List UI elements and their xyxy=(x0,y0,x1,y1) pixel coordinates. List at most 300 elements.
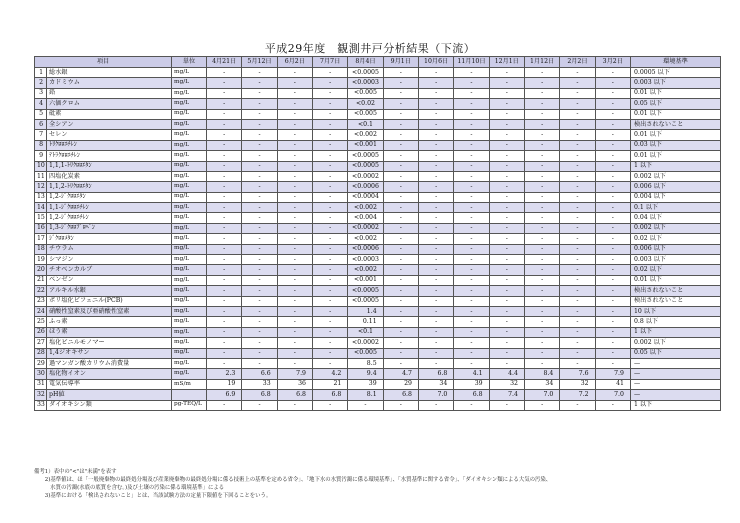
row-value: - xyxy=(560,400,595,410)
row-value: - xyxy=(418,68,453,78)
row-value: - xyxy=(312,223,347,233)
row-value: - xyxy=(312,130,347,140)
row-value: - xyxy=(560,109,595,119)
row-value: - xyxy=(489,130,524,140)
row-unit: mg/L xyxy=(172,369,207,379)
row-number: 16 xyxy=(35,223,47,233)
row-value: - xyxy=(524,182,559,192)
row-value: - xyxy=(595,327,630,337)
row-item-name: チウラム xyxy=(47,244,172,254)
row-item-name: 四塩化炭素 xyxy=(47,171,172,181)
row-standard: 1 以下 xyxy=(630,161,720,171)
row-value: - xyxy=(312,99,347,109)
row-value: - xyxy=(489,327,524,337)
row-value: <0.002 xyxy=(348,203,383,213)
row-number: 15 xyxy=(35,213,47,223)
row-value: - xyxy=(489,213,524,223)
row-standard: 検出されないこと xyxy=(630,296,720,306)
row-value: - xyxy=(595,161,630,171)
header-date: 9月1日 xyxy=(383,57,418,68)
row-value: - xyxy=(524,223,559,233)
row-standard: 0.02 以下 xyxy=(630,234,720,244)
row-number: 2 xyxy=(35,78,47,88)
header-unit: 単位 xyxy=(172,57,207,68)
row-value: - xyxy=(207,327,242,337)
header-date: 8月4日 xyxy=(348,57,383,68)
row-value: - xyxy=(312,317,347,327)
row-value: - xyxy=(418,234,453,244)
row-standard: 0.01 以下 xyxy=(630,151,720,161)
row-value: - xyxy=(242,213,277,223)
header-date: 10月6日 xyxy=(418,57,453,68)
row-value: 6.8 xyxy=(383,390,418,400)
row-number: 12 xyxy=(35,182,47,192)
row-standard: 0.003 以下 xyxy=(630,255,720,265)
row-value: - xyxy=(418,327,453,337)
row-value: - xyxy=(595,203,630,213)
row-value: - xyxy=(454,171,489,181)
row-value: - xyxy=(418,119,453,129)
row-value: - xyxy=(454,119,489,129)
row-value: <0.0005 xyxy=(348,68,383,78)
row-standard: 0.05 以下 xyxy=(630,348,720,358)
row-value: - xyxy=(595,244,630,254)
row-standard: 検出されないこと xyxy=(630,286,720,296)
row-item-name: 砒素 xyxy=(47,109,172,119)
row-value: - xyxy=(207,192,242,202)
row-value: - xyxy=(312,358,347,368)
row-value: 7.4 xyxy=(489,390,524,400)
row-value: <0.0003 xyxy=(348,255,383,265)
row-value: - xyxy=(383,140,418,150)
row-value: - xyxy=(418,400,453,410)
row-value: - xyxy=(277,109,312,119)
row-value: <0.0005 xyxy=(348,161,383,171)
row-value: - xyxy=(524,338,559,348)
row-value: - xyxy=(207,286,242,296)
row-value: - xyxy=(312,400,347,410)
row-value: - xyxy=(560,213,595,223)
table-row xyxy=(35,400,721,410)
row-value: - xyxy=(242,296,277,306)
row-value: - xyxy=(207,338,242,348)
row-value: - xyxy=(524,296,559,306)
row-value: - xyxy=(312,161,347,171)
row-value: - xyxy=(489,119,524,129)
row-standard: — xyxy=(630,369,720,379)
row-value: - xyxy=(595,130,630,140)
row-value: - xyxy=(242,400,277,410)
row-number: 21 xyxy=(35,275,47,285)
table-row xyxy=(35,286,721,296)
row-value: - xyxy=(383,161,418,171)
row-unit: mg/L xyxy=(172,151,207,161)
row-value: <0.005 xyxy=(348,109,383,119)
row-value: - xyxy=(277,255,312,265)
row-standard: 0.006 以下 xyxy=(630,244,720,254)
row-value: - xyxy=(277,327,312,337)
row-item-name: 1,3-ｼﾞｸﾛﾛﾌﾟﾛﾍﾟﾝ xyxy=(47,223,172,233)
row-value: 4.4 xyxy=(489,369,524,379)
row-value: - xyxy=(595,286,630,296)
table-row xyxy=(35,192,721,202)
row-value: - xyxy=(242,244,277,254)
row-value: - xyxy=(595,223,630,233)
row-value: - xyxy=(242,140,277,150)
table-row xyxy=(35,379,721,389)
row-item-name: ポリ塩化ビフェニル(PCB) xyxy=(47,296,172,306)
row-value: - xyxy=(207,213,242,223)
header-standard: 環境基準 xyxy=(630,57,720,68)
row-number: 13 xyxy=(35,192,47,202)
row-unit: mg/L xyxy=(172,109,207,119)
row-standard: 0.002 以下 xyxy=(630,338,720,348)
table-row xyxy=(35,265,721,275)
row-unit: mg/L xyxy=(172,244,207,254)
table-row xyxy=(35,234,721,244)
row-value: - xyxy=(242,306,277,316)
row-value: - xyxy=(454,99,489,109)
row-unit: mg/L xyxy=(172,99,207,109)
row-value: - xyxy=(560,234,595,244)
row-standard: 0.01 以下 xyxy=(630,109,720,119)
row-value: - xyxy=(242,161,277,171)
row-value: - xyxy=(595,296,630,306)
row-item-name: ﾃﾄﾗｸﾛﾛｴﾁﾚﾝ xyxy=(47,151,172,161)
row-unit: mg/L xyxy=(172,119,207,129)
row-value: 4.2 xyxy=(312,369,347,379)
table-row xyxy=(35,130,721,140)
table-row xyxy=(35,78,721,88)
row-value: - xyxy=(595,88,630,98)
row-value: 39 xyxy=(454,379,489,389)
row-value: - xyxy=(383,234,418,244)
row-value: - xyxy=(312,140,347,150)
header-date: 5月12日 xyxy=(242,57,277,68)
row-unit: pg-TEQ/L xyxy=(172,400,207,410)
row-value: - xyxy=(207,244,242,254)
row-value: - xyxy=(207,317,242,327)
row-standard: 検出されないこと xyxy=(630,119,720,129)
row-value: - xyxy=(242,192,277,202)
row-number: 28 xyxy=(35,348,47,358)
row-value: - xyxy=(312,348,347,358)
row-value: - xyxy=(418,317,453,327)
row-number: 19 xyxy=(35,255,47,265)
row-value: - xyxy=(383,327,418,337)
header-date: 1月12日 xyxy=(524,57,559,68)
row-value: - xyxy=(277,265,312,275)
row-value: - xyxy=(489,400,524,410)
table-row xyxy=(35,244,721,254)
row-value: - xyxy=(454,68,489,78)
row-value: - xyxy=(489,275,524,285)
row-value: - xyxy=(277,317,312,327)
row-value: - xyxy=(242,130,277,140)
row-value: - xyxy=(595,338,630,348)
row-number: 7 xyxy=(35,130,47,140)
row-item-name: 全シアン xyxy=(47,119,172,129)
row-value: - xyxy=(560,265,595,275)
row-value: - xyxy=(454,358,489,368)
row-value: <0.001 xyxy=(348,140,383,150)
row-value: - xyxy=(207,130,242,140)
row-standard: 0.02 以下 xyxy=(630,265,720,275)
row-value: <0.002 xyxy=(348,234,383,244)
row-item-name: 1,4ジオキサン xyxy=(47,348,172,358)
row-number: 22 xyxy=(35,286,47,296)
row-value: - xyxy=(489,109,524,119)
row-value: - xyxy=(312,338,347,348)
row-value: 9.4 xyxy=(348,369,383,379)
row-value: - xyxy=(454,203,489,213)
row-unit: mg/L xyxy=(172,78,207,88)
row-value: - xyxy=(560,223,595,233)
row-item-name: ベンゼン xyxy=(47,275,172,285)
row-value: - xyxy=(524,119,559,129)
row-unit: mg/L xyxy=(172,265,207,275)
row-item-name: 塩化物イオン xyxy=(47,369,172,379)
row-value: - xyxy=(312,275,347,285)
table-row xyxy=(35,306,721,316)
row-value: - xyxy=(207,109,242,119)
row-standard: — xyxy=(630,390,720,400)
row-value: - xyxy=(454,151,489,161)
row-value: - xyxy=(242,234,277,244)
row-value: - xyxy=(454,192,489,202)
row-unit: mg/L xyxy=(172,223,207,233)
row-value: - xyxy=(242,358,277,368)
row-item-name: ﾄﾘｸﾛﾛｴﾁﾚﾝ xyxy=(47,140,172,150)
row-value: - xyxy=(383,358,418,368)
row-value: - xyxy=(242,88,277,98)
row-value: - xyxy=(524,88,559,98)
row-value: - xyxy=(560,306,595,316)
row-value: - xyxy=(383,244,418,254)
row-value: - xyxy=(312,306,347,316)
row-value: - xyxy=(454,296,489,306)
row-value: - xyxy=(489,151,524,161)
row-value: - xyxy=(383,296,418,306)
header-date: 4月21日 xyxy=(207,57,242,68)
row-value: - xyxy=(383,275,418,285)
row-value: - xyxy=(489,78,524,88)
row-value: - xyxy=(418,88,453,98)
row-value: - xyxy=(312,296,347,306)
row-value: - xyxy=(242,99,277,109)
row-value: - xyxy=(383,348,418,358)
row-unit: mg/L xyxy=(172,182,207,192)
row-value: - xyxy=(560,317,595,327)
row-value: - xyxy=(207,348,242,358)
row-value: - xyxy=(454,265,489,275)
row-value: - xyxy=(595,78,630,88)
row-unit: mg/L xyxy=(172,171,207,181)
row-unit: mg/L xyxy=(172,161,207,171)
row-value: - xyxy=(277,78,312,88)
row-value: 7.0 xyxy=(418,390,453,400)
row-value: - xyxy=(312,286,347,296)
row-value: - xyxy=(560,182,595,192)
row-value: - xyxy=(560,171,595,181)
row-value: - xyxy=(454,338,489,348)
row-value: - xyxy=(524,265,559,275)
row-value: - xyxy=(207,99,242,109)
row-value: - xyxy=(277,306,312,316)
row-unit: mg/L xyxy=(172,140,207,150)
row-value: - xyxy=(383,99,418,109)
row-number: 9 xyxy=(35,151,47,161)
row-value: 7.0 xyxy=(524,390,559,400)
row-value: 6.8 xyxy=(242,390,277,400)
row-value: - xyxy=(454,182,489,192)
row-item-name: 塩化ビニルモノマー xyxy=(47,338,172,348)
row-item-name: 鉛 xyxy=(47,88,172,98)
table-row xyxy=(35,68,721,78)
row-value: 6.8 xyxy=(454,390,489,400)
row-value: - xyxy=(524,306,559,316)
row-value: - xyxy=(277,400,312,410)
row-value: <0.002 xyxy=(348,130,383,140)
row-value: - xyxy=(277,203,312,213)
row-value: - xyxy=(560,78,595,88)
row-value: - xyxy=(560,296,595,306)
row-value: - xyxy=(524,286,559,296)
row-value: 36 xyxy=(277,379,312,389)
row-value: - xyxy=(242,151,277,161)
row-value: - xyxy=(312,203,347,213)
row-value: - xyxy=(489,296,524,306)
row-value: - xyxy=(560,161,595,171)
table-row xyxy=(35,182,721,192)
row-value: - xyxy=(242,223,277,233)
table-row xyxy=(35,255,721,265)
row-value: - xyxy=(207,296,242,306)
row-value: - xyxy=(454,306,489,316)
row-item-name: チオベンカルブ xyxy=(47,265,172,275)
row-standard: 0.03 以下 xyxy=(630,140,720,150)
row-standard: — xyxy=(630,358,720,368)
table-row xyxy=(35,390,721,400)
row-value: - xyxy=(207,400,242,410)
row-value: - xyxy=(207,265,242,275)
page-title: 平成29年度 観測井戸分析結果（下流） xyxy=(264,42,476,55)
row-value: - xyxy=(207,358,242,368)
row-value: <0.005 xyxy=(348,348,383,358)
row-value: 39 xyxy=(348,379,383,389)
row-item-name: ダイオキシン類 xyxy=(47,400,172,410)
row-value: - xyxy=(242,255,277,265)
row-value: - xyxy=(383,338,418,348)
row-item-name: ほう素 xyxy=(47,327,172,337)
row-value: - xyxy=(489,171,524,181)
row-value: - xyxy=(207,171,242,181)
row-value: - xyxy=(524,244,559,254)
row-value: - xyxy=(242,109,277,119)
table-row xyxy=(35,358,721,368)
row-value: - xyxy=(312,171,347,181)
row-value: - xyxy=(560,358,595,368)
row-number: 14 xyxy=(35,203,47,213)
row-value: - xyxy=(454,327,489,337)
row-value: - xyxy=(277,140,312,150)
row-value: 1.4 xyxy=(348,306,383,316)
row-value: - xyxy=(418,151,453,161)
row-value: - xyxy=(418,358,453,368)
row-value: - xyxy=(489,161,524,171)
row-item-name: 電気伝導率 xyxy=(47,379,172,389)
row-value: <0.02 xyxy=(348,99,383,109)
row-value: - xyxy=(277,99,312,109)
row-value: - xyxy=(207,275,242,285)
row-number: 30 xyxy=(35,369,47,379)
row-value: - xyxy=(277,213,312,223)
row-value: - xyxy=(207,68,242,78)
row-value: - xyxy=(277,171,312,181)
row-value: 7.9 xyxy=(277,369,312,379)
row-value: - xyxy=(312,182,347,192)
row-item-name: 1,1,1-ﾄﾘｸﾛﾛｴﾀﾝ xyxy=(47,161,172,171)
row-value: - xyxy=(418,275,453,285)
row-value: - xyxy=(454,348,489,358)
row-value: 34 xyxy=(418,379,453,389)
row-value: - xyxy=(454,275,489,285)
row-value: - xyxy=(560,244,595,254)
row-value: - xyxy=(277,192,312,202)
row-value: - xyxy=(207,140,242,150)
row-value: - xyxy=(348,400,383,410)
row-value: - xyxy=(524,151,559,161)
row-value: 34 xyxy=(524,379,559,389)
row-value: - xyxy=(595,140,630,150)
row-value: - xyxy=(418,213,453,223)
row-unit: mg/L xyxy=(172,130,207,140)
row-item-name: 総水銀 xyxy=(47,68,172,78)
header-date: 6月2日 xyxy=(277,57,312,68)
row-value: - xyxy=(560,338,595,348)
row-value: - xyxy=(383,317,418,327)
row-value: 32 xyxy=(489,379,524,389)
row-item-name: ｼﾞｸﾛﾛﾒﾀﾝ xyxy=(47,234,172,244)
note-line: 水質の汚濁(水底の底質を含む。)及び土壌の汚染に係る環境基準」による xyxy=(34,485,225,491)
row-value: - xyxy=(454,213,489,223)
row-value: - xyxy=(595,109,630,119)
row-value: - xyxy=(489,192,524,202)
row-value: - xyxy=(418,130,453,140)
row-value: - xyxy=(524,400,559,410)
table-row xyxy=(35,109,721,119)
row-unit: mg/L xyxy=(172,68,207,78)
row-unit: mg/L xyxy=(172,348,207,358)
row-item-name: セレン xyxy=(47,130,172,140)
row-value: - xyxy=(418,255,453,265)
row-value: - xyxy=(489,99,524,109)
row-value: - xyxy=(454,78,489,88)
row-value: 19 xyxy=(207,379,242,389)
row-value: - xyxy=(383,78,418,88)
row-value: - xyxy=(524,275,559,285)
row-value: - xyxy=(418,109,453,119)
row-value: - xyxy=(595,182,630,192)
row-value: - xyxy=(207,161,242,171)
row-value: - xyxy=(277,130,312,140)
row-value: - xyxy=(560,119,595,129)
row-unit: mg/L xyxy=(172,88,207,98)
row-value: - xyxy=(595,68,630,78)
table-row xyxy=(35,348,721,358)
row-value: - xyxy=(524,140,559,150)
row-number: 24 xyxy=(35,306,47,316)
